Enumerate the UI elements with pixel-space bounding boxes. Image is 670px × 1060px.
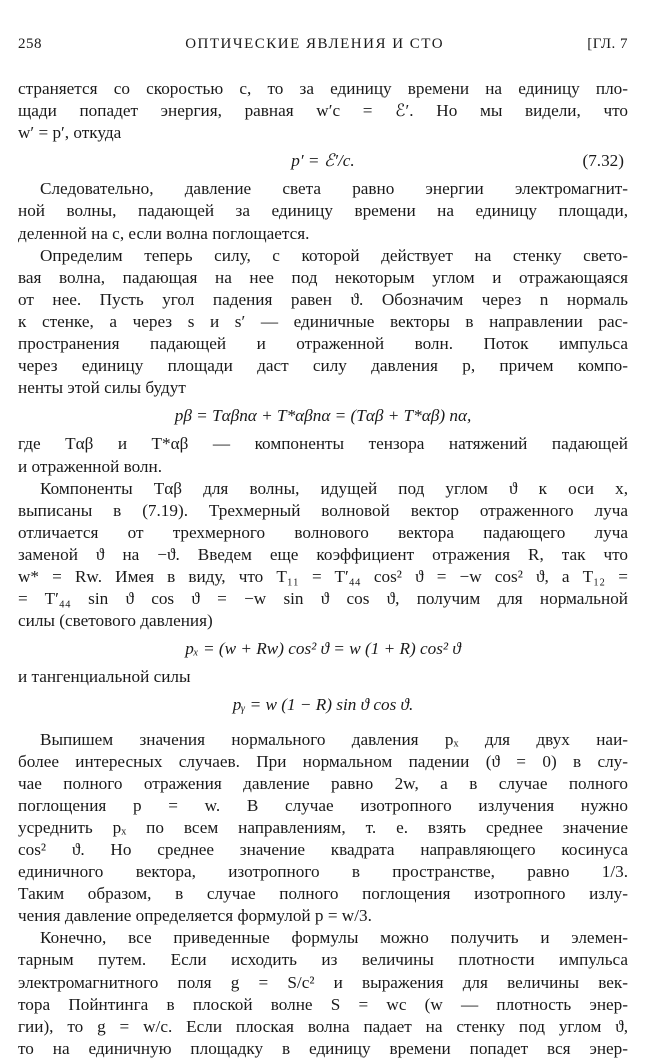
text-line: заменой ϑ на −ϑ. Введем еще коэффициент отражения R, так что — [18, 544, 628, 564]
text-line: то на единичную площадку в единицу времени попадет вся энер- — [18, 1038, 628, 1058]
paragraph — [18, 666, 628, 688]
text-line: единичного вектора, изотропного в пространстве, равно 1/3. — [18, 862, 628, 882]
text-line: w* = Rw. Имея в виду, что T₁₁ = T′₄₄ cos² ϑ = −w cos² ϑ, а T₁₂ = — [18, 566, 628, 586]
text-line: отличается от трехмерного волнового вектора падающего луча — [18, 522, 628, 542]
equation-normal-force — [18, 638, 628, 660]
text-line: Следовательно, давление света равно энергии электромагнит- — [40, 179, 628, 199]
text-line: тарным путем. Если исходить из величины плотности импульса — [18, 950, 628, 970]
text-line: более интересных случаев. При нормальном падении (ϑ = 0) в слу- — [18, 751, 628, 771]
text-line: Компоненты Tαβ для волны, идущей под углом ϑ к оси x, — [40, 478, 628, 498]
equation-text: pₓ = (w + Rw) cos² ϑ = w (1 + R) cos² ϑ — [185, 639, 461, 659]
text-line: деленной на c, если волна поглощается. — [18, 223, 310, 243]
equation-text: p′ = ℰ′/c. — [291, 151, 355, 171]
paragraph — [18, 927, 628, 1060]
paragraph — [18, 78, 628, 144]
text-line: от нее. Пусть угол падения равен ϑ. Обозначим через n нормаль — [18, 289, 628, 309]
text-line: чения давление определяется формулой p = w/3. — [18, 906, 372, 926]
text-line: пространения падающей и отраженной волн. Поток импульса — [18, 334, 628, 354]
running-title: ОПТИЧЕСКИЕ ЯВЛЕНИЯ И СТО — [185, 36, 445, 52]
equation-force-components — [18, 405, 628, 427]
text-line: выписаны в (7.19). Трехмерный волновой вектор отраженного луча — [18, 500, 628, 520]
text-line: к стенке, а через s и s′ — единичные векторы в направлении рас- — [18, 311, 628, 331]
text-line: страняется со скоростью c, то за единицу времени на единицу пло- — [18, 79, 628, 98]
text-line: силы (светового давления) — [18, 611, 213, 631]
paragraph — [18, 178, 628, 244]
text-line: ной волны, падающей за единицу времени на единицу площади, — [18, 201, 628, 221]
text-line: вая волна, падающая на нее под некоторым углом и отражающаяся — [18, 267, 628, 287]
paragraph — [18, 245, 628, 400]
equation-7-32 — [18, 150, 628, 172]
text-line: чае полного отражения давление равно 2w, а в случае полного — [18, 773, 628, 793]
text-line: гии), то g = w/c. Если плоская волна падает на стенку под углом ϑ, — [18, 1016, 628, 1036]
equation-number: (7.32) — [582, 151, 624, 171]
paragraph — [18, 729, 628, 928]
book-page — [18, 36, 628, 1060]
running-header — [18, 36, 628, 60]
text-line: w′ = p′, откуда — [18, 123, 122, 143]
equation-tangential-force — [18, 694, 628, 716]
paragraph — [18, 433, 628, 477]
text-line: где Tαβ и T*αβ — компоненты тензора натяжений падающей — [18, 434, 628, 454]
equation-text: pβ = Tαβnα + T*αβnα = (Tαβ + T*αβ) nα, — [174, 406, 472, 426]
text-line: Конечно, все приведенные формулы можно получить и элемен- — [40, 928, 628, 948]
text-line: усреднить pₓ по всем направлениям, т. е. взять среднее значение — [18, 817, 628, 837]
page-number: 258 — [18, 36, 42, 52]
page-body — [18, 78, 628, 1060]
text-line: = T′₄₄ sin ϑ cos ϑ = −w sin ϑ cos ϑ, получим для нормальной — [18, 589, 628, 609]
text-line: щади попадет энергия, равная w′c = ℰ′. Но мы видели, что — [18, 101, 628, 121]
text-line: ненты этой силы будут — [18, 378, 186, 398]
text-line: Определим теперь силу, с которой действует на стенку свето- — [40, 245, 628, 265]
text-line: через единицу площади даст силу давления p, причем компо- — [18, 356, 628, 376]
text-line: Таким образом, в случае полного поглощения изотропного излу- — [18, 884, 628, 904]
text-line: электромагнитного поля g = S/c² и выражения для величины век- — [18, 972, 628, 992]
text-line: поглощения p = w. В случае изотропного излучения нужно — [18, 795, 628, 815]
text-line: cos² ϑ. Но среднее значение квадрата направляющего косинуса — [18, 840, 628, 859]
text-line: Выпишем значения нормального давления pₓ для двух наи- — [40, 729, 628, 749]
paragraph — [18, 478, 628, 633]
chapter-label: [ГЛ. 7 — [587, 36, 628, 52]
text-line: и отраженной волн. — [18, 456, 163, 476]
text-line: и тангенциальной силы — [18, 667, 191, 687]
text-line: тора Пойнтинга в плоской волне S = wc (w — плотность энер- — [18, 994, 628, 1014]
equation-text: pᵧ = w (1 − R) sin ϑ cos ϑ. — [232, 695, 414, 715]
